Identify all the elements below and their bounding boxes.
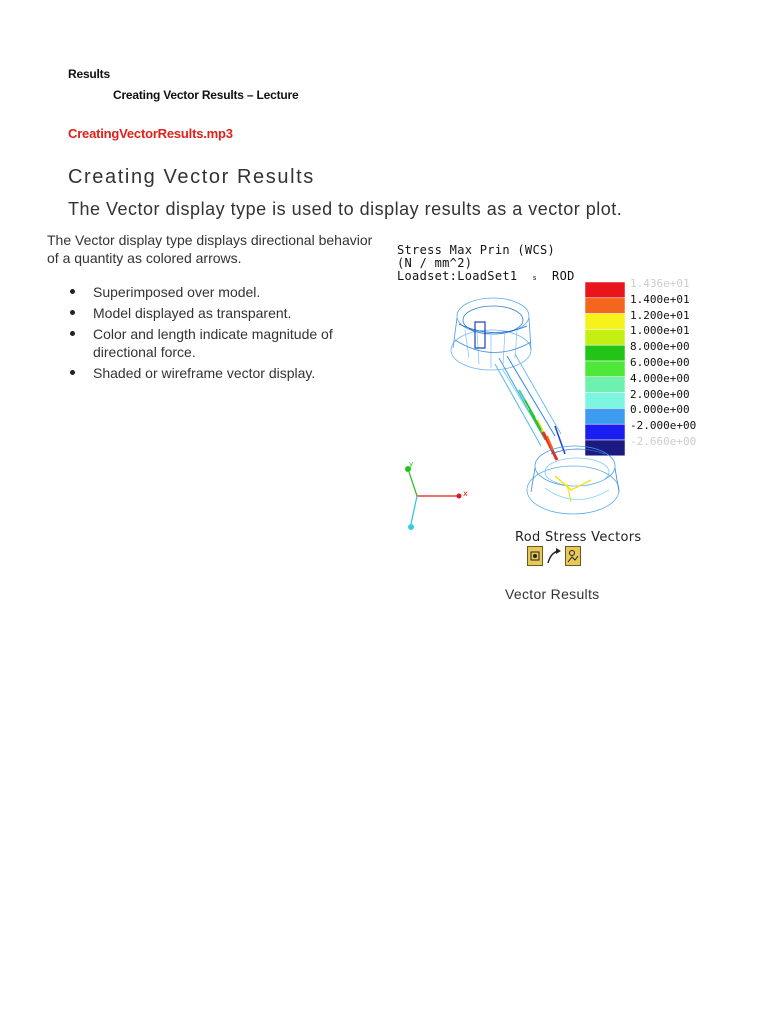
bullet-icon: [70, 331, 75, 336]
axis-y-label: y: [409, 460, 414, 468]
list-item-text: Model displayed as transparent.: [93, 305, 292, 321]
plot-header: Stress Max Prin (WCS) (N / mm^2) Loadset:LoadSet1 s ROD: [397, 243, 575, 283]
list-item-text: Superimposed over model.: [93, 284, 261, 300]
figure-caption: Vector Results: [505, 586, 600, 602]
bullet-icon: [70, 289, 75, 294]
list-item: [70, 304, 390, 322]
legend-label: 4.000e+00: [630, 371, 690, 385]
legend-label: 1.400e+01: [630, 292, 690, 306]
rotate-arrow-icon[interactable]: [545, 546, 563, 566]
plot-caption: Rod Stress Vectors: [515, 530, 642, 545]
bearing-wireframe: [527, 446, 619, 514]
legend-swatch: [585, 329, 625, 345]
legend-swatch: [585, 314, 625, 330]
plot-header-line1: Stress Max Prin (WCS): [397, 243, 556, 257]
breadcrumb-level2: Creating Vector Results – Lecture: [113, 88, 299, 102]
legend-bar: [585, 282, 625, 456]
bullet-list: [70, 283, 390, 385]
rod-wireframe: [495, 354, 565, 460]
piston-wireframe: [451, 298, 531, 370]
bullet-icon: [70, 370, 75, 375]
axis-x-label: x: [463, 489, 468, 498]
legend-swatch: [585, 408, 625, 424]
zoom-icon[interactable]: [527, 546, 543, 566]
legend-labels: [630, 276, 696, 450]
breadcrumb-level1: Results: [68, 67, 110, 81]
legend-swatch: [585, 298, 625, 314]
page-title: Creating Vector Results: [68, 166, 315, 188]
page-subtitle: The Vector display type is used to display results as a vector plot.: [68, 199, 623, 219]
legend-swatch: [585, 345, 625, 361]
legend-swatch: [585, 393, 625, 409]
list-item-text: Shaded or wireframe vector display.: [93, 365, 316, 381]
intro-paragraph: The Vector display type displays directional behavior of a quantity as colored arrows.: [47, 232, 373, 266]
list-item: [70, 364, 390, 382]
plot-header-part: ROD: [552, 269, 575, 283]
legend-label: 2.000e+00: [630, 387, 690, 401]
legend-swatch: [585, 282, 625, 298]
bullet-icon: [70, 310, 75, 315]
plot-header-line3: Loadset:LoadSet1: [397, 269, 518, 283]
legend-label: 8.000e+00: [630, 340, 690, 354]
legend-min-label: -2.660e+00: [630, 434, 697, 448]
audio-link[interactable]: CreatingVectorResults.mp3: [68, 126, 233, 141]
legend-swatch: [585, 361, 625, 377]
legend-swatch: [585, 377, 625, 393]
list-item: [70, 283, 390, 301]
plot-icon-toolbar: [527, 546, 581, 566]
list-item-text: Color and length indicate magnitude of directional force.: [93, 326, 333, 360]
legend-label: 1.000e+01: [630, 324, 690, 338]
image-icon[interactable]: [565, 546, 581, 566]
legend-label: 6.000e+00: [630, 355, 690, 369]
legend-max-label: 1.436e+01: [630, 277, 690, 290]
legend-label: 0.000e+00: [630, 403, 690, 417]
list-item: [70, 325, 390, 361]
legend-swatch: [585, 424, 625, 440]
axis-triad: [405, 460, 468, 530]
stress-vector-figure: [395, 240, 725, 580]
plot-header-line2: (N / mm^2): [397, 256, 473, 270]
legend-label: -2.000e+00: [630, 419, 697, 433]
legend-label: 1.200e+01: [630, 308, 690, 322]
